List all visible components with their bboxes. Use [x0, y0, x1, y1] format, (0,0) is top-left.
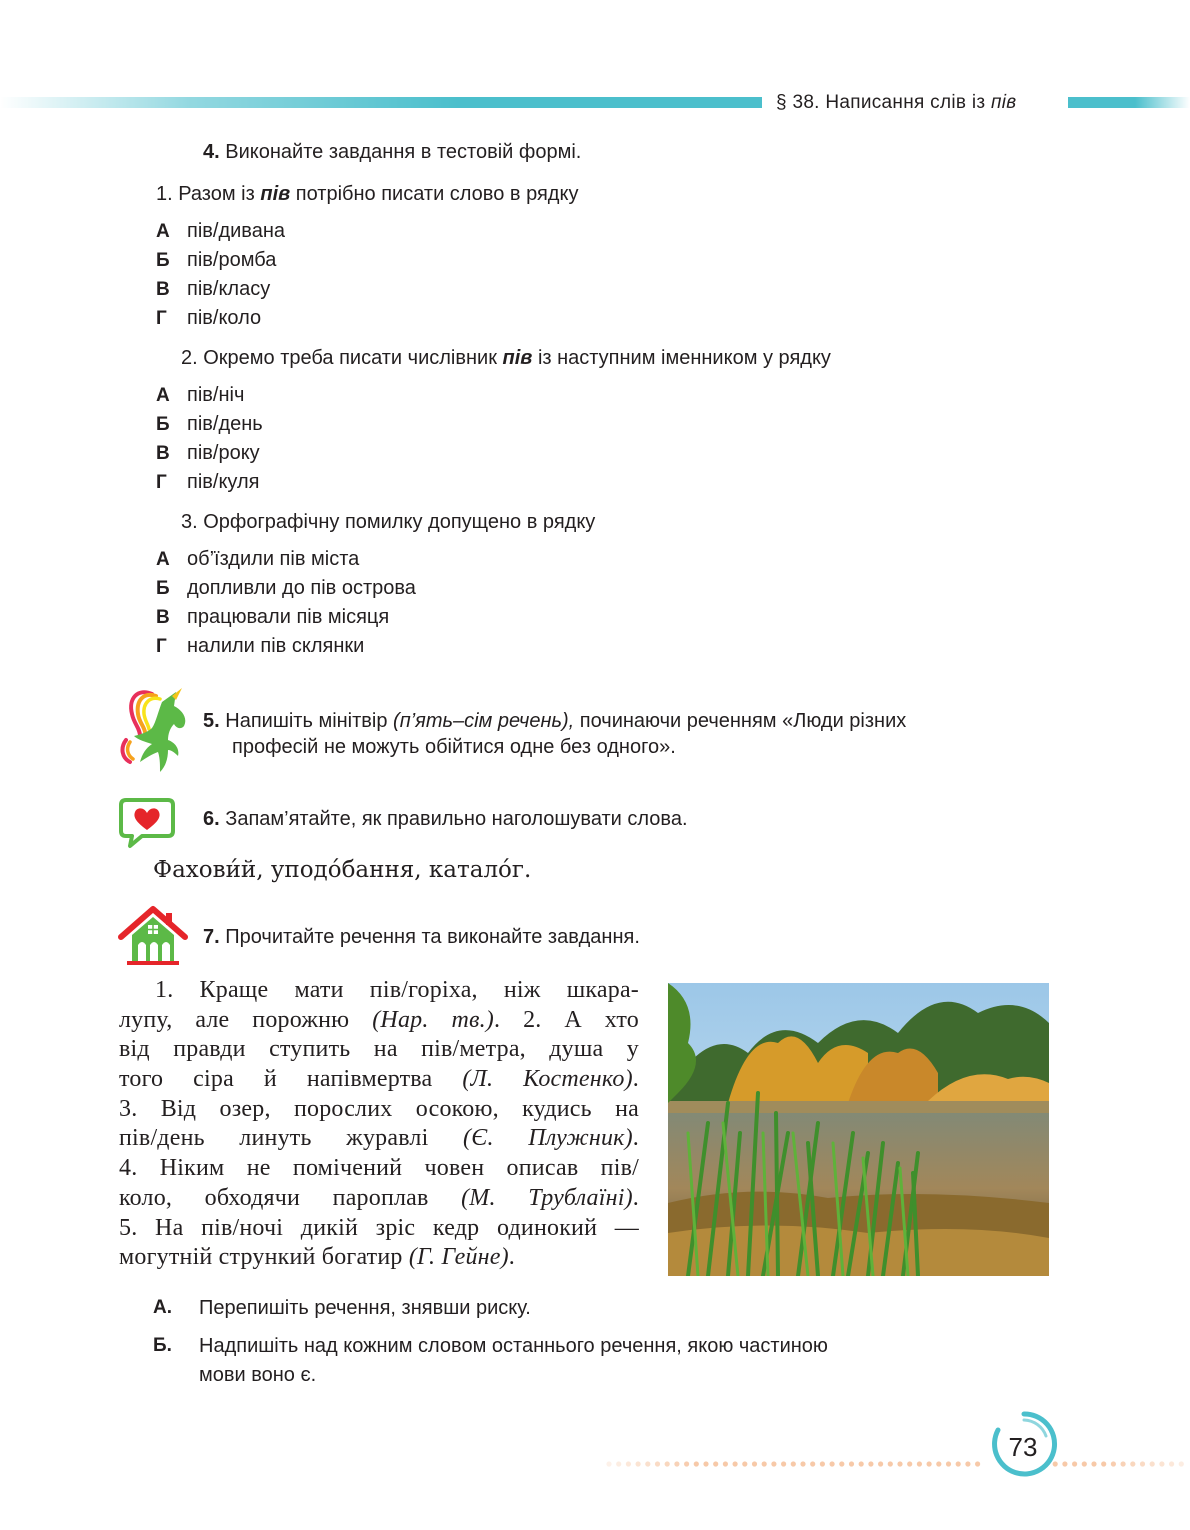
option-text: пів/куля	[187, 471, 260, 493]
decor-dot	[781, 1461, 786, 1466]
decor-dot	[1150, 1461, 1155, 1466]
option-letter: А	[156, 221, 170, 242]
subtask-b-letter: Б.	[153, 1335, 172, 1356]
option-text: допливли до пів острова	[187, 577, 416, 599]
task-6-heading	[203, 808, 688, 831]
option-letter: Г	[156, 636, 167, 657]
sentence-line: могутній стрункий богатир (Г. Гейне).	[119, 1244, 515, 1271]
decor-dot	[723, 1461, 728, 1466]
option-text: пів/дивана	[187, 220, 285, 242]
question-text: із наступним іменником у рядку	[537, 347, 831, 369]
decor-dot	[1091, 1461, 1096, 1466]
decor-dot	[762, 1461, 767, 1466]
sentence-line: пів/день линуть журавлі (Є. Плужник).	[119, 1125, 639, 1152]
decor-dot	[713, 1461, 718, 1466]
option-letter: В	[156, 279, 170, 300]
decor-dot	[606, 1461, 611, 1466]
sentence-line: 4. Ніким не помічений човен описав пів/	[119, 1155, 639, 1182]
option-letter: Б	[156, 250, 170, 271]
heart-speech-bubble-icon	[118, 797, 176, 849]
decor-dot	[694, 1461, 699, 1466]
task-number: 5.	[203, 710, 220, 732]
decor-dot	[674, 1461, 679, 1466]
decor-dot	[1179, 1461, 1184, 1466]
task-number: 6.	[203, 808, 220, 830]
question-text: потрібно писати слово в рядку	[295, 183, 579, 205]
decor-dot	[1111, 1461, 1116, 1466]
sentence-line: 5. На пів/ночі дикій зріс кедр одинокий —	[119, 1214, 639, 1241]
lake-photo	[668, 983, 1049, 1276]
task-number: 4.	[203, 141, 220, 163]
sentence-line: лупу, але порожню (Нар. тв.). 2. А хто	[119, 1006, 639, 1033]
option-letter: Б	[156, 578, 170, 599]
question-text: 2. Окремо треба писати числівник	[181, 347, 497, 369]
option-letter: Г	[156, 308, 167, 329]
section-title: Написання слів із	[825, 92, 986, 113]
task-5-text-line1	[203, 710, 906, 733]
question-3	[181, 511, 595, 534]
decor-dot	[703, 1461, 708, 1466]
decor-dot	[1130, 1461, 1135, 1466]
sentence-line: коло, обходячи пароплав (М. Трублаїні).	[119, 1184, 639, 1211]
decor-dot	[965, 1461, 970, 1466]
option-letter: В	[156, 443, 170, 464]
option-text: пів/року	[187, 442, 260, 464]
decor-dot	[975, 1461, 980, 1466]
task-number: 7.	[203, 926, 220, 948]
decor-dot	[946, 1461, 951, 1466]
subtask-a-letter: А.	[153, 1297, 172, 1318]
option-letter: В	[156, 607, 170, 628]
task-7-heading	[203, 926, 640, 949]
section-title-keyword: пів	[990, 92, 1017, 113]
decor-dot	[655, 1461, 660, 1466]
unicorn-icon	[118, 688, 200, 774]
section-number: § 38.	[776, 92, 820, 113]
decor-dot	[897, 1461, 902, 1466]
header-decor-bar-left	[0, 97, 762, 108]
decor-dot	[645, 1461, 650, 1466]
option-letter: Г	[156, 472, 167, 493]
question-text: 1. Разом із	[156, 183, 255, 205]
task-text: Виконайте завдання в тестовій формі.	[225, 141, 582, 163]
option-text: пів/класу	[187, 278, 271, 300]
option-letter: А	[156, 549, 170, 570]
decor-dot	[800, 1461, 805, 1466]
sentence-line: 1. Краще мати пів/горіха, ніж шкара-	[155, 977, 639, 1003]
decor-dot	[1140, 1461, 1145, 1466]
task-5-text-line2: професій не можуть обійтися одне без одного».	[232, 736, 676, 758]
question-text: 3. Орфографічну помилку допущено в рядку	[181, 511, 596, 533]
decor-dot	[888, 1461, 893, 1466]
task-text: Напишіть мінітвір	[225, 710, 388, 732]
decor-dot	[878, 1461, 883, 1466]
decor-dot	[1169, 1461, 1174, 1466]
decor-dot	[733, 1461, 738, 1466]
question-keyword: пів	[502, 347, 533, 369]
task-text-italic: (п’ять–сім речень),	[393, 710, 575, 732]
page-number: 73	[1008, 1432, 1038, 1462]
sentence-line: того сіра й напівмертва (Л. Костенко).	[119, 1066, 639, 1093]
decor-dot	[636, 1461, 641, 1466]
option-text: пів/ромба	[187, 249, 277, 271]
decor-dot	[917, 1461, 922, 1466]
stressed-words: Фахови́й, уподо́бання, катало́г.	[153, 857, 532, 883]
option-text: працювали пів місяця	[187, 606, 390, 628]
subtask-b-text-line2: мови воно є.	[199, 1364, 317, 1386]
decor-dot	[752, 1461, 757, 1466]
decor-dot	[936, 1461, 941, 1466]
option-text: пів/день	[187, 413, 263, 435]
decor-dot	[820, 1461, 825, 1466]
decor-dot	[626, 1461, 631, 1466]
section-header	[776, 92, 1016, 114]
decor-dot	[839, 1461, 844, 1466]
question-2	[181, 347, 831, 370]
decor-dot	[684, 1461, 689, 1466]
house-icon	[118, 905, 188, 965]
decor-dot	[868, 1461, 873, 1466]
sentence-line: 3. Від озер, порослих осокою, кудись на	[119, 1095, 639, 1122]
decor-dot	[616, 1461, 621, 1466]
decor-dot	[1082, 1461, 1087, 1466]
sentence-line: від правди ступить на пів/метра, душа у	[119, 1036, 639, 1063]
option-letter: Б	[156, 414, 170, 435]
question-1	[156, 183, 578, 206]
decor-dot	[927, 1461, 932, 1466]
decor-dot	[1159, 1461, 1164, 1466]
decor-dot	[1062, 1461, 1067, 1466]
option-letter: А	[156, 385, 170, 406]
subtask-a-text: Перепишіть речення, знявши риску.	[199, 1297, 531, 1319]
subtask-b-text-line1: Надпишіть над кожним словом останнього речення, якою частиною	[199, 1335, 828, 1357]
decor-dot	[1121, 1461, 1126, 1466]
decor-dot	[742, 1461, 747, 1466]
task-text: Прочитайте речення та виконайте завдання.	[225, 926, 640, 948]
page-decor-dots	[605, 1459, 1190, 1469]
sentences-text	[119, 976, 639, 1273]
decor-dot	[791, 1461, 796, 1466]
decor-dot	[1101, 1461, 1106, 1466]
decor-dot	[810, 1461, 815, 1466]
option-text: налили пів склянки	[187, 635, 365, 657]
task-4-heading	[203, 141, 581, 164]
option-text: пів/коло	[187, 307, 262, 329]
decor-dot	[956, 1461, 961, 1466]
option-text: об’їздили пів міста	[187, 548, 360, 570]
decor-dot	[907, 1461, 912, 1466]
decor-dot	[849, 1461, 854, 1466]
decor-dot	[771, 1461, 776, 1466]
option-text: пів/ніч	[187, 384, 245, 406]
decor-dot	[665, 1461, 670, 1466]
decor-dot	[859, 1461, 864, 1466]
task-text: починаючи реченням «Люди різних	[579, 710, 907, 732]
decor-dot	[1072, 1461, 1077, 1466]
question-keyword: пів	[260, 183, 291, 205]
decor-dot	[830, 1461, 835, 1466]
task-text: Запам’ятайте, як правильно наголошувати слова.	[225, 808, 688, 830]
header-decor-bar-right	[1068, 97, 1190, 108]
